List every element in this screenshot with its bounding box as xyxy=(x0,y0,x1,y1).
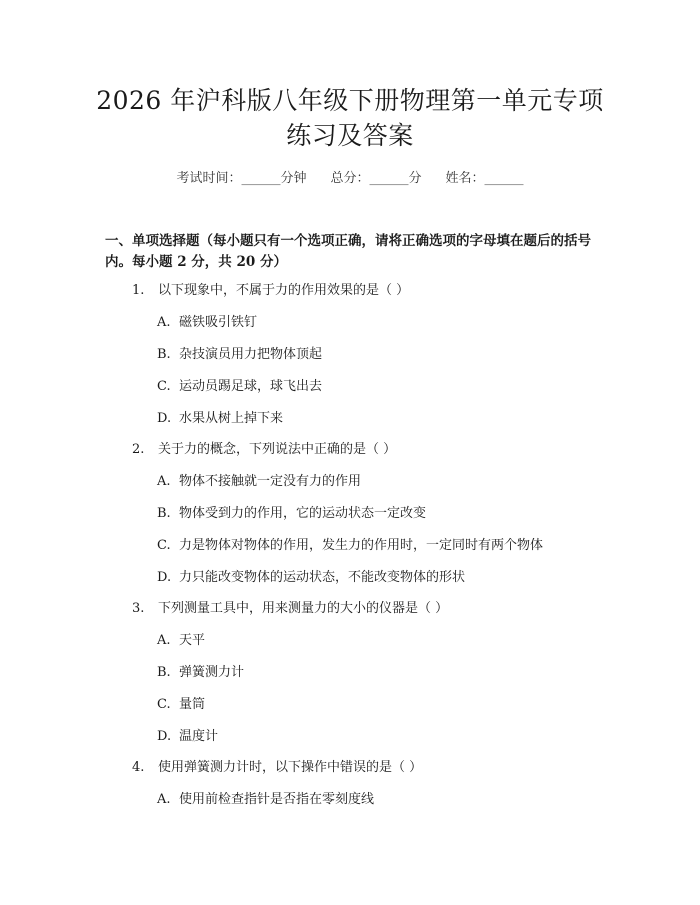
question-number: 1. xyxy=(132,283,145,298)
question-number: 3. xyxy=(132,601,145,616)
question-text: 关于力的概念，下列说法中正确的是（ ） xyxy=(158,442,397,457)
score-label: 总分： xyxy=(330,171,370,186)
option-text: 物体受到力的作用，它的运动状态一定改变 xyxy=(179,506,427,521)
document-title-line-2: 练习及答案 xyxy=(286,121,414,150)
name-label: 姓名： xyxy=(445,171,485,186)
option-letter: C. xyxy=(157,379,171,394)
option-letter: A. xyxy=(157,792,171,807)
option xyxy=(157,410,283,428)
option-letter: D. xyxy=(157,729,172,744)
question xyxy=(132,441,396,459)
option xyxy=(157,314,257,332)
question xyxy=(132,600,448,618)
option-letter: A. xyxy=(157,315,171,330)
option-text: 水果从树上掉下来 xyxy=(179,411,284,426)
question xyxy=(132,759,422,777)
section-heading: 一、单项选择题（每小题只有一个选项正确，请将正确选项的字母填在题后的括号内。每小题 2 分，共 20 分） xyxy=(105,233,591,270)
name-blank: ______ xyxy=(484,171,524,186)
option-text: 物体不接触就一定没有力的作用 xyxy=(179,474,362,489)
option-letter: A. xyxy=(157,633,171,648)
option-text: 力是物体对物体的作用，发生力的作用时，一定同时有两个物体 xyxy=(179,538,544,553)
option xyxy=(157,569,465,587)
option-text: 运动员踢足球，球飞出去 xyxy=(179,379,323,394)
option-text: 温度计 xyxy=(179,729,219,744)
option xyxy=(157,378,322,396)
option-letter: C. xyxy=(157,697,171,712)
option xyxy=(157,473,361,491)
question-number: 2. xyxy=(132,442,145,457)
option xyxy=(157,537,543,555)
option xyxy=(157,696,205,714)
option-letter: A. xyxy=(157,474,171,489)
question-number: 4. xyxy=(132,760,145,775)
option xyxy=(157,346,322,364)
score-blank: ______ xyxy=(369,171,409,186)
question-text: 以下现象中，不属于力的作用效果的是（ ） xyxy=(158,283,410,298)
option-letter: C. xyxy=(157,538,171,553)
option xyxy=(157,632,205,650)
option-letter: B. xyxy=(157,506,171,521)
time-unit: 分钟 xyxy=(280,171,307,186)
question xyxy=(132,282,409,300)
option-text: 量筒 xyxy=(179,697,206,712)
option-text: 磁铁吸引铁钉 xyxy=(179,315,258,330)
option xyxy=(157,664,244,682)
option-text: 天平 xyxy=(179,633,206,648)
question-text: 使用弹簧测力计时，以下操作中错误的是（ ） xyxy=(158,760,423,775)
option-letter: B. xyxy=(157,665,171,680)
document-title-line-1: 2026 年沪科版八年级下册物理第一单元专项 xyxy=(96,86,604,115)
option xyxy=(157,505,426,523)
option xyxy=(157,791,374,809)
option xyxy=(157,728,218,746)
option-text: 力只能改变物体的运动状态，不能改变物体的形状 xyxy=(179,570,466,585)
option-text: 弹簧测力计 xyxy=(179,665,245,680)
option-letter: D. xyxy=(157,570,172,585)
question-text: 下列测量工具中，用来测量力的大小的仪器是（ ） xyxy=(158,601,449,616)
option-text: 杂技演员用力把物体顶起 xyxy=(179,347,323,362)
exam-info-line xyxy=(0,170,700,188)
option-text: 使用前检查指针是否指在零刻度线 xyxy=(179,792,375,807)
option-letter: B. xyxy=(157,347,171,362)
time-label: 考试时间： xyxy=(176,171,242,186)
score-unit: 分 xyxy=(408,171,422,186)
time-blank: ______ xyxy=(241,171,281,186)
option-letter: D. xyxy=(157,411,172,426)
